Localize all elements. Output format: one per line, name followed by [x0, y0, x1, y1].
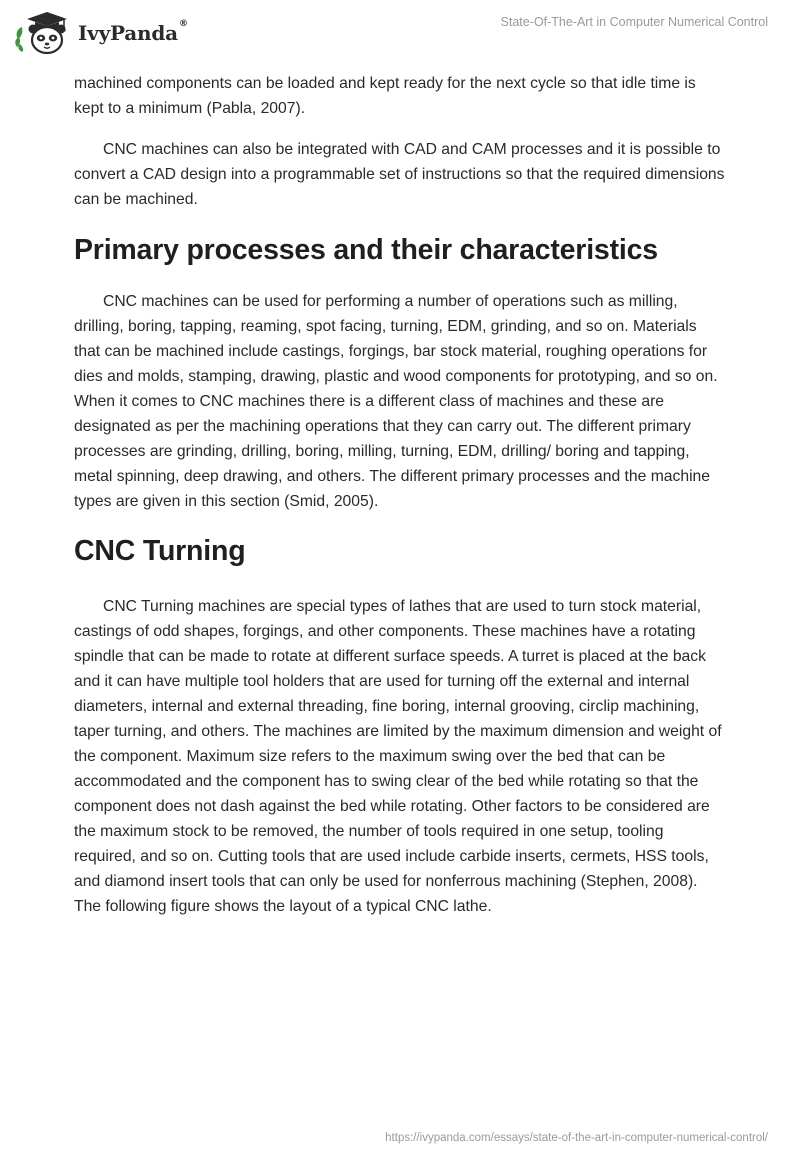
paragraph-primary-processes: CNC machines can be used for performing a number of operations such as milling, drilling, boring, tapping, reaming, spot facing, turning, EDM, grinding, and so on. Materials that can be machined include castings, forgings, bar stock material, roughing operations for dies and molds, stamping, drawing, plastic and wood components for prototyping, and so on. When it comes to CNC machines there is a different class of machines and these are designated as per the machining operations that they can carry out. The different primary processes are grinding, drilling, boring, milling, turning, EDM, drilling/ boring and tapping, metal spinning, deep drawing, and others. The different primary processes and the machine types are given in this section (Smid, 2005).: [74, 293, 718, 510]
registered-mark: ®: [178, 19, 188, 29]
heading-primary-processes: Primary processes and their characteristics: [74, 234, 658, 266]
paragraph-cad-cam: CNC machines can also be integrated with CAD and CAM processes and it is possible to convert a CAD design into a programmable set of instructions so that the required dimensions can be machined.: [74, 141, 725, 208]
source-url[interactable]: https://ivypanda.com/essays/state-of-the-art-in-computer-numerical-control/: [385, 1132, 768, 1144]
panda-graduate-icon: [14, 9, 74, 55]
essay-content: [74, 71, 726, 919]
logo-wordmark: IvyPanda®: [78, 19, 188, 45]
page-header: [0, 0, 800, 70]
heading-cnc-turning: CNC Turning: [74, 535, 246, 567]
ivypanda-logo[interactable]: [14, 9, 188, 55]
paragraph-intro: machined components can be loaded and kept ready for the next cycle so that idle time is kept to a minimum (Pabla, 2007).: [74, 75, 696, 117]
paragraph-cnc-turning: CNC Turning machines are special types of lathes that are used to turn stock material, castings of odd shapes, forgings, and other components. These machines have a rotating spindle that can be made to rotate at different surface speeds. A turret is placed at the back and it can have multiple tool holders that are used for turning off the external and internal diameters, internal and external threading, fine boring, internal grooving, circlip machining, taper turning, and others. The machines are limited by the maximum dimension and weight of the component. Maximum size refers to the maximum swing over the bed that can be accommodated and the component has to swing clear of the bed while rotating so that the component does not dash against the bed while rotating. Other factors to be considered are the maximum stock to be removed, the number of tools required in one setup, tooling required, and so on. Cutting tools that are used include carbide inserts, cermets, HSS tools, and diamond insert tools that can only be used for nonferrous machining (Stephen, 2008). The following figure shows the layout of a typical CNC lathe.: [74, 598, 722, 915]
document-title: State-Of-The-Art in Computer Numerical Control: [500, 15, 768, 29]
